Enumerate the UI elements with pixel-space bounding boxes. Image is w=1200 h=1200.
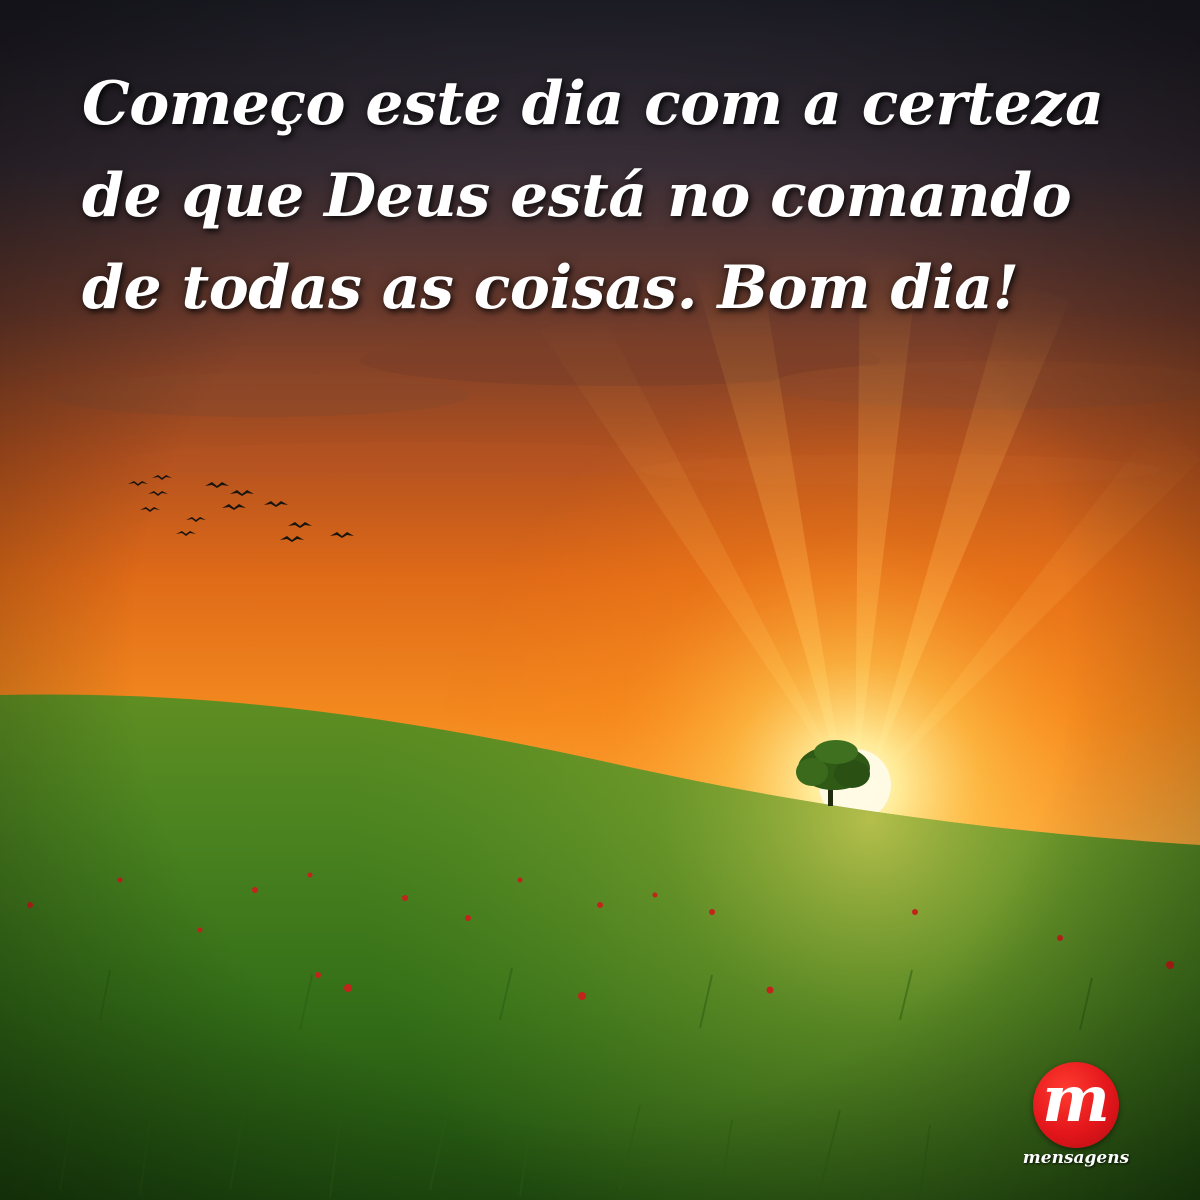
quote-text [82, 58, 1172, 334]
mensagens-logo [1010, 1062, 1150, 1178]
logo-text: mensagens [1022, 1148, 1130, 1168]
quote-line-2: de que Deus está no comando [82, 161, 1072, 231]
quote-line-3: de todas as coisas. Bom dia! [82, 253, 1019, 323]
quote-line-1: Começo este dia com a certeza [82, 69, 1104, 139]
logo-badge: m [1033, 1062, 1119, 1148]
